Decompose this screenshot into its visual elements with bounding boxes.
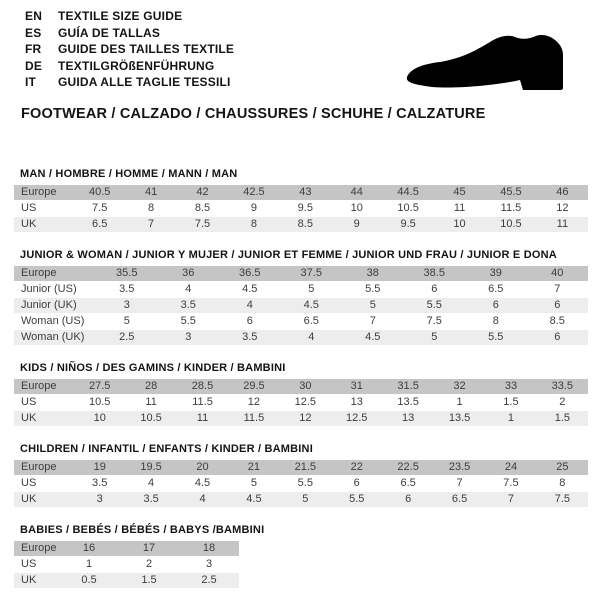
size-cell: 6 [353,477,360,489]
size-table [14,541,239,588]
size-cell: 28 [144,380,158,392]
size-cell: 8.5 [194,202,211,214]
size-cell: 13.5 [448,412,471,424]
size-cell: 3 [205,558,213,570]
size-cell: 8.5 [549,315,565,327]
size-cell: 25 [556,461,569,473]
size-table [14,185,588,232]
row-label: Europe [21,542,57,554]
size-cell: 5 [431,331,438,343]
size-cell: 7 [369,315,376,327]
size-cell: 3.5 [92,477,108,489]
size-cell: 10.5 [88,396,111,408]
size-cell: 22.5 [397,461,419,473]
size-cell: 18 [202,542,216,554]
size-cell: 39 [489,267,502,279]
size-cell: 42.5 [243,186,265,198]
row-label: Woman (US) [21,315,85,327]
size-cell: 10.5 [500,218,522,230]
row-label: US [21,202,37,214]
size-cell: 3.5 [242,331,258,343]
row-label: US [21,477,37,489]
size-cell: 38 [366,267,379,279]
size-cell: 12.5 [346,412,368,424]
size-cell: 11 [196,412,209,424]
language-item [25,58,234,75]
size-cell: 9 [353,218,360,230]
table-row [14,266,588,281]
language-item [25,25,234,42]
size-cell: 27.5 [88,380,111,392]
table-row [14,330,588,345]
size-cell: 20 [196,461,209,473]
size-cell: 6.5 [92,218,108,230]
size-cell: 1 [456,396,463,408]
size-cell: 24 [504,461,518,473]
size-cell: 35.5 [116,267,138,279]
size-cell: 29.5 [243,380,265,392]
size-cell: 4.5 [194,477,211,489]
row-label: Europe [21,461,57,473]
table-row [14,476,588,491]
size-cell: 45 [453,186,466,198]
row-label: Woman (UK) [21,331,85,343]
language-item [25,8,234,25]
size-cell: 7.5 [194,218,211,230]
size-cell: 4 [199,493,206,505]
size-cell: 4 [308,331,315,343]
table-row [14,395,588,410]
size-cell: 28.5 [191,380,214,392]
size-cell: 37.5 [300,267,322,279]
size-cell: 4 [185,283,192,295]
language-list [25,8,234,91]
size-cell: 10 [350,202,363,214]
size-cell: 9.5 [297,202,313,214]
size-cell: 10 [93,412,106,424]
row-label: UK [21,493,37,505]
row-label: Junior (US) [21,283,77,295]
size-cell: 5.5 [488,331,504,343]
size-cell: 5.5 [349,493,365,505]
size-cell: 30 [299,380,312,392]
size-cell: 7 [554,283,561,295]
table-row [14,460,588,475]
size-cell: 5 [369,299,376,311]
size-cell: 43 [299,186,312,198]
table-row [14,573,239,588]
size-cell: 33 [504,380,518,392]
size-cell: 12 [556,202,569,214]
size-cell: 6 [554,331,561,343]
language-title: TEXTILE SIZE GUIDE [58,9,183,24]
size-cell: 2 [145,558,153,570]
size-section [14,524,588,588]
table-row [14,217,588,232]
size-cell: 19 [93,461,106,473]
size-cell: 13 [350,396,363,408]
section-title: JUNIOR & WOMAN / JUNIOR Y MUJER / JUNIOR ET FEMME / JUNIOR UND FRAU / JUNIOR E DONA [20,249,557,261]
size-cell: 40.5 [88,186,111,198]
language-title: TEXTILGRÖßENFÜHRUNG [58,58,215,73]
size-cell: 9.5 [400,218,416,230]
size-cell: 0.5 [81,574,97,586]
size-cell: 6.5 [400,477,416,489]
size-cell: 19.5 [140,461,162,473]
table-row [14,185,588,200]
table-row [14,411,588,426]
table-row [14,314,588,329]
size-cell: 1 [507,412,515,424]
size-cell: 4 [148,477,155,489]
size-cell: 6 [431,283,438,295]
size-cell: 5 [123,315,130,327]
size-cell: 9 [250,202,257,214]
size-cell: 12 [299,412,312,424]
size-cell: 44 [350,186,363,198]
size-cell: 6.5 [451,493,468,505]
category-heading: FOOTWEAR / CALZADO / CHAUSSURES / SCHUHE / CALZATURE [21,106,486,122]
size-table [14,460,588,507]
table-row [14,201,588,216]
size-table [14,379,588,426]
size-section [14,168,588,232]
size-cell: 36 [182,267,195,279]
size-cell: 7 [507,493,515,505]
size-cell: 8 [559,477,566,489]
size-cell: 10.5 [397,202,419,214]
size-cell: 17 [142,542,156,554]
size-cell: 21 [247,461,261,473]
row-label: Europe [21,267,57,279]
language-code: DE [25,58,43,73]
size-cell: 13 [402,412,415,424]
size-cell: 7.5 [426,315,442,327]
section-title: CHILDREN / INFANTIL / ENFANTS / KINDER / BAMBINI [20,443,313,455]
size-cell: 2.5 [119,331,135,343]
size-section [14,249,588,345]
table-row [14,541,239,556]
size-cell: 6.5 [303,315,319,327]
language-title: GUÍA DE TALLAS [58,25,161,40]
size-cell: 2.5 [201,574,217,586]
size-cell: 42 [196,186,209,198]
size-cell: 6 [246,315,253,327]
size-cell: 3.5 [119,283,135,295]
table-row [14,282,588,297]
size-cell: 10 [453,218,466,230]
size-cell: 6 [554,299,561,311]
row-label: Junior (UK) [21,299,77,311]
size-cell: 21.5 [294,461,317,473]
size-cell: 8 [148,202,155,214]
size-cell: 5.5 [180,315,196,327]
size-cell: 4.5 [242,283,258,295]
size-cell: 7 [148,218,155,230]
section-title: BABIES / BEBÉS / BÉBÉS / BABYS /BAMBINI [20,524,265,536]
language-code: IT [25,75,37,90]
size-cell: 7 [456,477,463,489]
size-cell: 8.5 [297,218,313,230]
size-cell: 1.5 [503,396,519,408]
size-cell: 5 [308,283,315,295]
size-cell: 3 [185,331,192,343]
size-cell: 5 [250,477,257,489]
size-cell: 5.5 [297,477,313,489]
section-title: KIDS / NIÑOS / DES GAMINS / KINDER / BAMBINI [20,362,286,374]
language-item [25,74,234,91]
size-cell: 6.5 [488,283,504,295]
size-cell: 6 [405,493,412,505]
size-cell: 36.5 [239,267,261,279]
size-cell: 6 [492,299,499,311]
size-cell: 23.5 [448,461,471,473]
size-cell: 11.5 [243,412,265,424]
row-label: Europe [21,380,57,392]
size-cell: 11.5 [500,202,522,214]
row-label: UK [21,412,37,424]
language-title: GUIDA ALLE TAGLIE TESSILI [58,75,231,90]
size-cell: 1.5 [554,412,570,424]
language-code: EN [25,9,43,24]
table-row [14,557,239,572]
size-cell: 44.5 [397,186,419,198]
size-cell: 4.5 [365,331,381,343]
size-cell: 8 [250,218,257,230]
size-tables [14,168,588,589]
row-label: US [21,396,37,408]
size-cell: 5.5 [426,299,442,311]
table-row [14,298,588,313]
size-cell: 38.5 [423,267,445,279]
size-cell: 3 [96,493,103,505]
size-cell: 11 [145,396,157,408]
size-cell: 11 [453,202,466,214]
size-cell: 32 [453,380,466,392]
size-cell: 13.5 [397,396,419,408]
size-cell: 7.5 [554,493,570,505]
size-cell: 4.5 [246,493,262,505]
section-title: MAN / HOMBRE / HOMME / MANN / MAN [20,168,238,180]
size-cell: 11.5 [192,396,213,408]
size-cell: 11 [556,218,569,230]
size-cell: 3.5 [180,299,196,311]
shoe-icon [402,33,568,93]
size-cell: 22 [350,461,363,473]
size-cell: 2 [559,396,566,408]
size-cell: 7.5 [92,202,108,214]
size-cell: 3.5 [143,493,159,505]
size-cell: 4 [246,299,253,311]
table-row [14,492,588,507]
size-cell: 7.5 [503,477,519,489]
size-cell: 12 [247,396,261,408]
language-code: FR [25,42,42,57]
language-item [25,41,234,58]
size-cell: 5.5 [365,283,381,295]
size-cell: 1 [85,558,93,570]
row-label: UK [21,574,37,586]
size-cell: 4.5 [303,299,319,311]
size-cell: 40 [551,267,564,279]
language-title: GUIDE DES TAILLES TEXTILE [58,42,235,57]
size-table [14,266,588,345]
size-cell: 31.5 [397,380,419,392]
size-cell: 3 [123,299,130,311]
size-cell: 41 [144,186,158,198]
row-label: Europe [21,186,57,198]
size-section [14,362,588,426]
size-cell: 33.5 [551,380,574,392]
row-label: US [21,558,37,570]
table-row [14,379,588,394]
size-cell: 31 [350,380,363,392]
size-cell: 45.5 [500,186,522,198]
shoe-silhouette-graphic [402,33,568,93]
size-cell: 46 [556,186,569,198]
size-cell: 8 [492,315,499,327]
size-cell: 10.5 [140,412,162,424]
size-cell: 16 [82,542,96,554]
language-code: ES [25,25,42,40]
size-cell: 12.5 [294,396,317,408]
size-section [14,443,588,507]
size-cell: 1.5 [141,574,157,586]
size-cell: 5 [302,493,309,505]
row-label: UK [21,218,37,230]
